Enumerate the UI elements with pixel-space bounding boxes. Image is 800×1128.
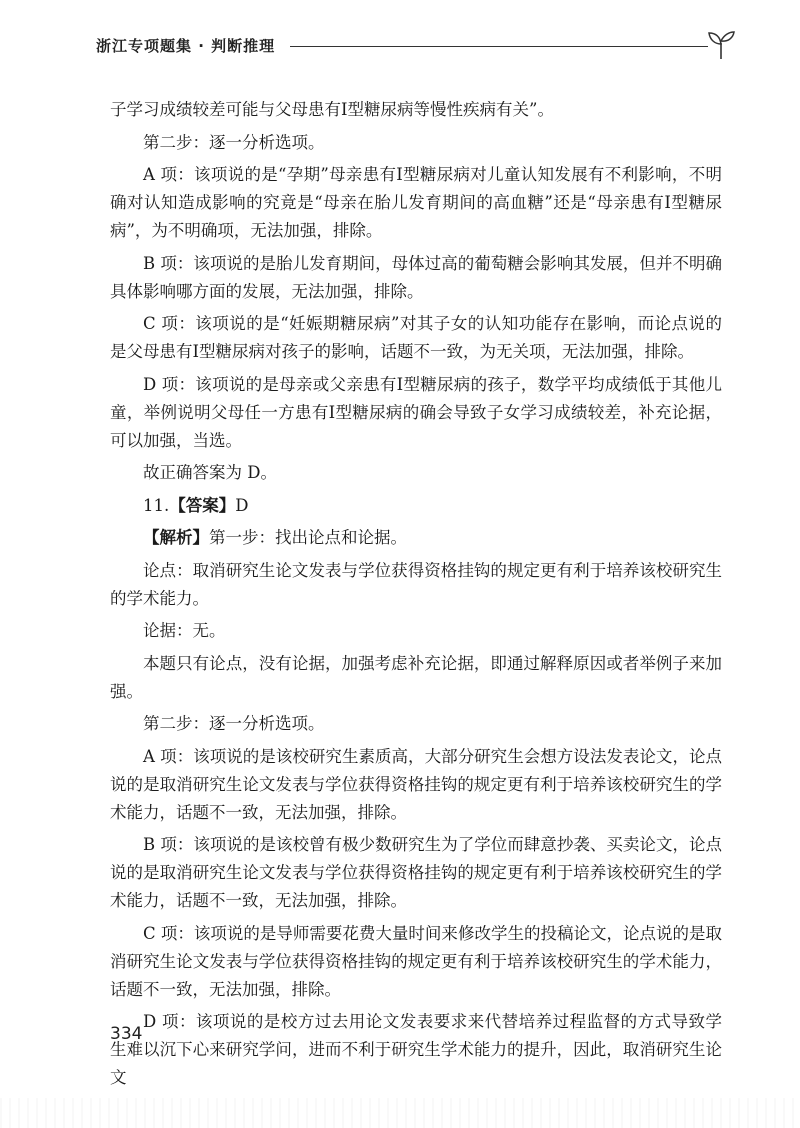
page-body <box>110 96 722 1097</box>
paragraph-option-d-second: D 项：该项说的是校方过去用论文发表要求来代替培养过程监督的方式导致学生难以沉下心来研究学问，进而不利于研究生学术能力的提升，因此，取消研究生论文 <box>110 1012 722 1087</box>
header-title: 浙江专项题集 · 判断推理 <box>96 37 276 55</box>
paragraph-option-b: B 项：该项说的是胎儿发育期间，母体过高的葡萄糖会影响其发展，但并不明确具体影响哪方面的发展，无法加强，排除。 <box>110 253 722 301</box>
paragraph-option-c-second: C 项：该项说的是导师需要花费大量时间来修改学生的投稿论文，论点说的是取消研究生论文发表与学位获得资格挂钩的规定更有利于培养该校研究生的学术能力，话题不一致，无法加强，排除。 <box>110 923 722 999</box>
answer-label: 【答案】 <box>169 495 236 515</box>
paragraph-option-a: A 项：该项说的是“孕期”母亲患有Ⅰ型糖尿病对儿童认知发展有不利影响，不明确对认知造成影响的究竟是“母亲在胎儿发育期间的高血糖”还是“母亲患有Ⅰ型糖尿病”，为不明确项，无法加强，排除。 <box>110 165 722 240</box>
answer-line <box>110 492 722 520</box>
paragraph-step2: 第二步：逐一分析选项。 <box>143 132 325 152</box>
paragraph-evidence: 论据：无。 <box>143 621 226 640</box>
paragraph-option-b-second: B 项：该项说的是该校曾有极少数研究生为了学位而肆意抄袭、买卖论文，论点说的是取消研究生论文发表与学位获得资格挂钩的规定更有利于培养该校研究生的学术能力，话题不一致，无法加强，排除。 <box>110 835 722 910</box>
paragraph-conclusion: 故正确答案为 D。 <box>143 463 277 482</box>
sprout-icon <box>706 26 736 60</box>
analysis-label: 【解析】 <box>143 528 209 547</box>
paragraph-option-a-second: A 项：该项说的是该校研究生素质高，大部分研究生会想方设法发表论文，论点说的是取消研究生论文发表与学位获得资格挂钩的规定更有利于培养该校研究生的学术能力，话题不一致，无法加强，排除。 <box>110 746 722 822</box>
paragraph-option-c: C 项：该项说的是“妊娠期糖尿病”对其子女的认知功能存在影响，而论点说的是父母患有Ⅰ型糖尿病对孩子的影响，话题不一致，为无关项，无法加强，排除。 <box>110 314 722 361</box>
running-header <box>96 24 736 64</box>
paragraph-option-d: D 项：该项说的是母亲或父亲患有Ⅰ型糖尿病的孩子，数学平均成绩低于其他儿童，举例说明父母任一方患有Ⅰ型糖尿病的确会导致子女学习成绩较差，补充论据，可以加强，当选。 <box>110 374 722 450</box>
scan-edge <box>0 1098 800 1128</box>
paragraph-thesis: 论点：取消研究生论文发表与学位获得资格挂钩的规定更有利于培养该校研究生的学术能力。 <box>110 560 722 608</box>
paragraph-approach: 本题只有论点，没有论据，加强考虑补充论据，即通过解释原因或者举例子来加强。 <box>110 653 722 701</box>
answer-value: D <box>235 495 249 515</box>
analysis-step1: 第一步：找出论点和论据。 <box>209 528 407 547</box>
analysis-line <box>110 524 722 552</box>
paragraph-step2-second: 第二步：逐一分析选项。 <box>143 714 325 733</box>
header-rule <box>290 46 708 47</box>
paragraph-continuation: 子学习成绩较差可能与父母患有Ⅰ型糖尿病等慢性疾病有关”。 <box>110 100 554 119</box>
question-number: 11. <box>143 495 170 515</box>
page-number: 334 <box>110 1024 143 1044</box>
